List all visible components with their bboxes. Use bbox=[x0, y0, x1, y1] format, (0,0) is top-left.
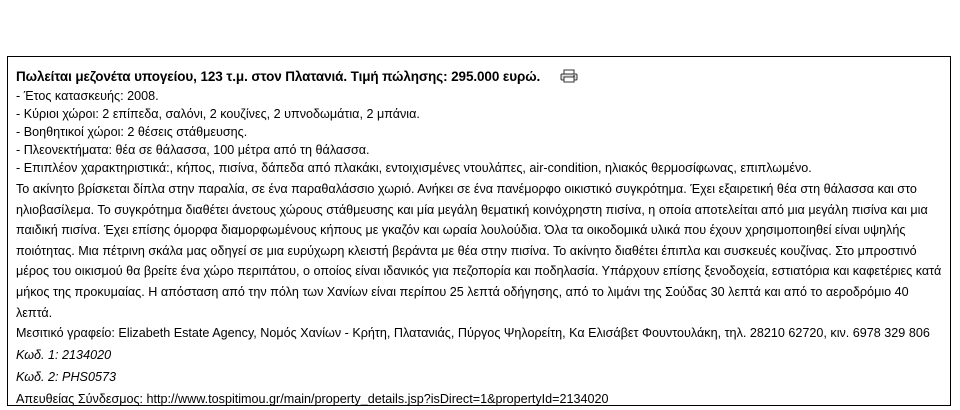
title-row bbox=[16, 65, 942, 87]
printer-icon[interactable] bbox=[560, 69, 578, 83]
listing-box bbox=[7, 56, 951, 406]
listing-title: Πωλείται μεζονέτα υπογείου, 123 τ.μ. στον Πλατανιά. Τιμή πώλησης: 295.000 ευρώ. bbox=[16, 68, 541, 84]
feature-advantages: - Πλεονεκτήματα: θέα σε θάλασσα, 100 μέτρα από τη θάλασσα. bbox=[16, 143, 370, 157]
code-1: Κωδ. 1: 2134020 bbox=[16, 347, 112, 362]
agent-info: Μεσιτικό γραφείο: Elizabeth Estate Agency, Νομός Χανίων - Κρήτη, Πλατανιάς, Πύργος Ψηλορείτη, Κα Ελισάβετ Φουντουλάκη, τηλ. 28210 62720, κιν. 6978 329 806 bbox=[16, 326, 930, 341]
listing-description: Το ακίνητο βρίσκεται δίπλα στην παραλία, σε ένα παραθαλάσσιο χωριό. Ανήκει σε ένα πανέμορφο οικιστικό συγκρότημα. Έχει εξαιρετική θέα στη θάλασσα και στο ηλιοβασίλεμα. Το συγκρότημα διαθέτει άνετους χώρους στάθμευσης και μία μεγάλη θεματική κοινόχρηστη πισίνα, η οποία αποτελείται από μια μεγάλη πισίνα και μια παιδική πισίνα. Έχει επίσης όμορφα διαμορφωμένους κήπους με γκαζόν και ωραία λουλούδια. Όλα τα οικοδομικά υλικά που έχουν χρησιμοποιηθεί είναι υψηλής ποιότητας. Μια πέτρινη σκάλα μας οδηγεί σε μια ευρύχωρη κλειστή βεράντα με θέα στην πισίνα. Το ακίνητο διαθέτει έπιπλα και συσκευές κουζίνας. Στο μπροστινό μέρος του οικισμού θα βρείτε ένα χώρο περιπάτου, ο οποίος είναι ιδανικός για πεζοπορία και ποδηλασία. Υπάρχουν επίσης ξενοδοχεία, εστιατόρια και καφετέριες κατά μήκος της προκυμαίας. Η απόσταση από την πόλη των Χανίων είναι περίπου 25 λεπτά οδήγησης, από το λιμάνι της Σούδας 30 λεπτά και από το αεροδρόμιο 40 λεπτά. bbox=[16, 182, 942, 320]
code-2: Κωδ. 2: PHS0573 bbox=[16, 369, 116, 384]
direct-link[interactable]: Απευθείας Σύνδεσμος: http://www.tospitimou.gr/main/property_details.jsp?isDirect=1&propertyId=2134020 bbox=[16, 391, 609, 406]
feature-year: - Έτος κατασκευής: 2008. bbox=[16, 89, 159, 103]
feature-extras: - Επιπλέον χαρακτηριστικά:, κήπος, πισίνα, δάπεδα από πλακάκι, εντοιχισμένες ντουλάπες, air-condition, ηλιακός θερμοσίφωνας, επιπλωμένο. bbox=[16, 161, 812, 175]
feature-rooms: - Κύριοι χώροι: 2 επίπεδα, σαλόνι, 2 κουζίνες, 2 υπνοδωμάτια, 2 μπάνια. bbox=[16, 107, 420, 121]
feature-auxiliary: - Βοηθητικοί χώροι: 2 θέσεις στάθμευσης. bbox=[16, 125, 248, 139]
